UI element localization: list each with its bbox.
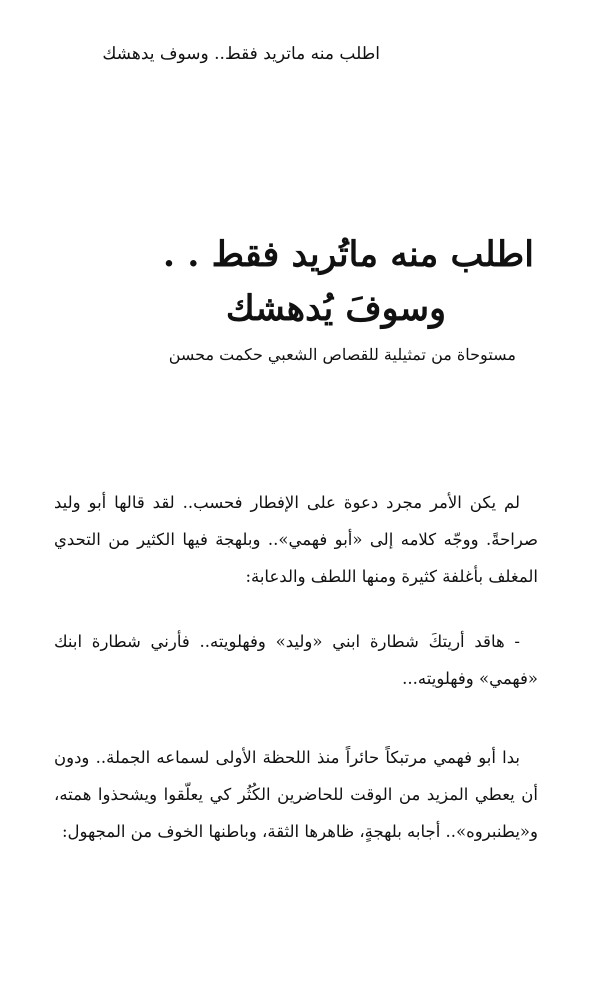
running-header: اطلب منه ماتريد فقط.. وسوف يدهشك (102, 44, 380, 64)
chapter-subtitle: مستوحاة من تمثيلية للقصاص الشعبي حكمت محسن (168, 345, 516, 364)
chapter-title-block (64, 228, 534, 366)
chapter-title-line-2: وسوفَ يُدهشك (225, 288, 446, 329)
chapter-title-line-1: اطلب منه ماتُريد فقط . . (162, 234, 534, 275)
body-text (54, 484, 538, 850)
paragraph-3: بدا أبو فهمي مرتبكاً حائراً منذ اللحظة الأولى لسماعه الجملة.. ودون أن يعطي المزيد من الوقت للحاضرين الكُثُر كي يعلّقوا ويشحذوا همته، و«يطنبروه».. أجابه بلهجةٍ، ظاهرها الثقة، وباطنها الخوف من المجهول: (54, 748, 538, 841)
paragraph-2: - هاقد أريتكَ شطارة ابني «وليد» وفهلويته.. فأرني شطارة ابنك «فهمي» وفهلويته... (54, 632, 538, 688)
paragraph-1: لم يكن الأمر مجرد دعوة على الإفطار فحسب.. لقد قالها أبو وليد صراحةً. ووجّه كلامه إلى «أبو فهمي».. وبلهجة فيها الكثير من التحدي المغلف بأغلفة كثيرة ومنها اللطف والدعابة: (54, 493, 538, 586)
